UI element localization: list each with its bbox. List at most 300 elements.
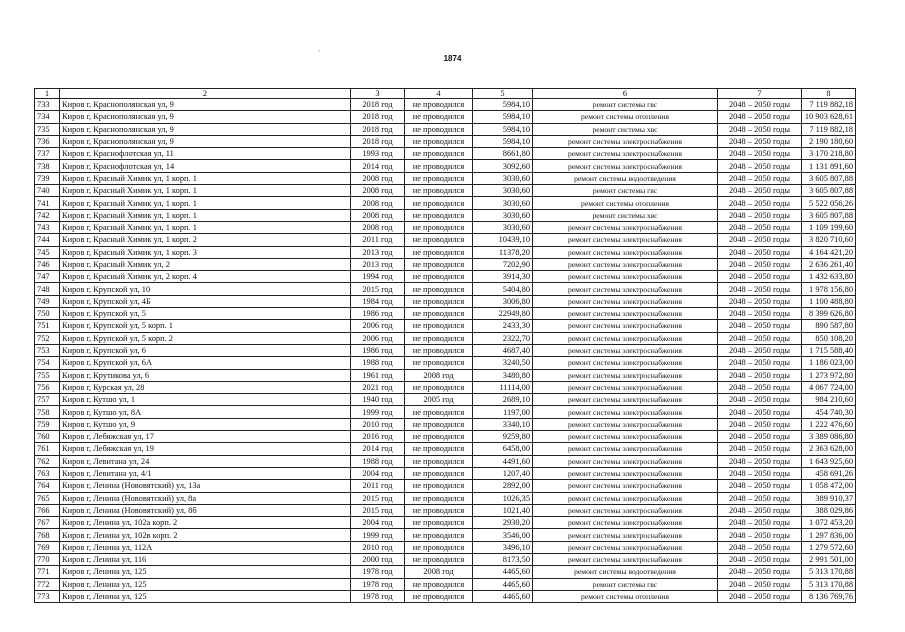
work-type-cell: ремонт системы электроснабжения (533, 369, 718, 381)
cost-cell: 5 313 170,88 (802, 578, 856, 590)
address-cell: Киров г, Крупской ул, 5 (60, 308, 351, 320)
column-header: 5 (473, 89, 533, 99)
table-row (35, 234, 856, 246)
table-row (35, 123, 856, 135)
last-repair-cell: не проводился (405, 578, 473, 590)
last-repair-cell: не проводился (405, 295, 473, 307)
row-number-cell: 767 (35, 517, 60, 529)
period-cell: 2048 – 2050 годы (718, 590, 802, 602)
period-cell: 2048 – 2050 годы (718, 332, 802, 344)
period-cell: 2048 – 2050 годы (718, 308, 802, 320)
row-number-cell: 757 (35, 394, 60, 406)
work-type-cell: ремонт системы электроснабжения (533, 541, 718, 553)
address-cell: Киров г, Крупской ул, 6А (60, 357, 351, 369)
last-repair-cell: не проводился (405, 258, 473, 270)
work-type-cell: ремонт системы отопления (533, 111, 718, 123)
table-row (35, 381, 856, 393)
row-number-cell: 756 (35, 381, 60, 393)
cost-cell: 3 170 218,80 (802, 148, 856, 160)
period-cell: 2048 – 2050 годы (718, 394, 802, 406)
year-built-cell: 2006 год (351, 332, 405, 344)
last-repair-cell: не проводился (405, 590, 473, 602)
row-number-cell: 760 (35, 431, 60, 443)
address-cell: Киров г, Лебяжская ул, 19 (60, 443, 351, 455)
work-type-cell: ремонт системы электроснабжения (533, 221, 718, 233)
column-header: 6 (533, 89, 718, 99)
area-cell: 8173,50 (473, 553, 533, 565)
row-number-cell: 745 (35, 246, 60, 258)
cost-cell: 3 605 807,88 (802, 209, 856, 221)
area-cell: 4687,40 (473, 344, 533, 356)
cost-cell: 4 067 724,00 (802, 381, 856, 393)
cost-cell: 8 136 769,76 (802, 590, 856, 602)
table-row (35, 308, 856, 320)
work-type-cell: ремонт системы электроснабжения (533, 553, 718, 565)
year-built-cell: 2000 год (351, 553, 405, 565)
repair-schedule-table (34, 88, 856, 603)
area-cell: 22949,80 (473, 308, 533, 320)
period-cell: 2048 – 2050 годы (718, 480, 802, 492)
area-cell: 1021,40 (473, 504, 533, 516)
table-row (35, 332, 856, 344)
table-row (35, 418, 856, 430)
period-cell: 2048 – 2050 годы (718, 541, 802, 553)
table-row (35, 246, 856, 258)
area-cell: 9259,80 (473, 431, 533, 443)
address-cell: Киров г, Краснополянская ул, 9 (60, 123, 351, 135)
address-cell: Киров г, Краснофлотская ул, 11 (60, 148, 351, 160)
address-cell: Киров г, Краснополянская ул, 9 (60, 135, 351, 147)
column-header: 1 (35, 89, 60, 99)
address-cell: Киров г, Кутшо ул, 1 (60, 394, 351, 406)
last-repair-cell: не проводился (405, 148, 473, 160)
row-number-cell: 742 (35, 209, 60, 221)
area-cell: 5984,10 (473, 99, 533, 111)
work-type-cell: ремонт системы электроснабжения (533, 406, 718, 418)
column-header: 8 (802, 89, 856, 99)
stray-mark: ¸ (318, 46, 320, 52)
row-number-cell: 752 (35, 332, 60, 344)
year-built-cell: 2011 год (351, 234, 405, 246)
address-cell: Киров г, Красный Химик ул, 1 корп. 1 (60, 197, 351, 209)
period-cell: 2048 – 2050 годы (718, 418, 802, 430)
table-row (35, 553, 856, 565)
area-cell: 3030,60 (473, 197, 533, 209)
table-row (35, 492, 856, 504)
year-built-cell: 1988 год (351, 455, 405, 467)
year-built-cell: 1961 год (351, 369, 405, 381)
work-type-cell: ремонт системы электроснабжения (533, 344, 718, 356)
work-type-cell: ремонт системы электроснабжения (533, 455, 718, 467)
work-type-cell: ремонт системы водоотведения (533, 172, 718, 184)
address-cell: Киров г, Ленина ул, 125 (60, 566, 351, 578)
last-repair-cell: не проводился (405, 246, 473, 258)
cost-cell: 1 222 476,60 (802, 418, 856, 430)
last-repair-cell: 2008 год (405, 369, 473, 381)
address-cell: Киров г, Ленина ул, 116 (60, 553, 351, 565)
period-cell: 2048 – 2050 годы (718, 160, 802, 172)
row-number-cell: 738 (35, 160, 60, 172)
area-cell: 3914,30 (473, 271, 533, 283)
work-type-cell: ремонт системы электроснабжения (533, 135, 718, 147)
work-type-cell: ремонт системы хвс (533, 123, 718, 135)
last-repair-cell: не проводился (405, 480, 473, 492)
table-row (35, 185, 856, 197)
area-cell: 3340,10 (473, 418, 533, 430)
period-cell: 2048 – 2050 годы (718, 197, 802, 209)
last-repair-cell: 2008 год (405, 566, 473, 578)
work-type-cell: ремонт системы электроснабжения (533, 480, 718, 492)
table-row (35, 172, 856, 184)
year-built-cell: 1986 год (351, 344, 405, 356)
year-built-cell: 2004 год (351, 517, 405, 529)
year-built-cell: 2004 год (351, 467, 405, 479)
last-repair-cell: не проводился (405, 332, 473, 344)
last-repair-cell: не проводился (405, 99, 473, 111)
area-cell: 3092,60 (473, 160, 533, 172)
period-cell: 2048 – 2050 годы (718, 148, 802, 160)
table-row (35, 467, 856, 479)
address-cell: Киров г, Крупской ул, 4Б (60, 295, 351, 307)
period-cell: 2048 – 2050 годы (718, 369, 802, 381)
table-row (35, 480, 856, 492)
table-row (35, 504, 856, 516)
area-cell: 5404,80 (473, 283, 533, 295)
address-cell: Киров г, Красный Химик ул, 1 корп. 3 (60, 246, 351, 258)
column-header: 3 (351, 89, 405, 99)
period-cell: 2048 – 2050 годы (718, 357, 802, 369)
area-cell: 1197,00 (473, 406, 533, 418)
table-row (35, 369, 856, 381)
cost-cell: 890 587,80 (802, 320, 856, 332)
cost-cell: 1 978 156,80 (802, 283, 856, 295)
cost-cell: 2 190 180,60 (802, 135, 856, 147)
work-type-cell: ремонт системы отопления (533, 590, 718, 602)
period-cell: 2048 – 2050 годы (718, 209, 802, 221)
column-header: 4 (405, 89, 473, 99)
address-cell: Киров г, Крупской ул, 5 корп. 1 (60, 320, 351, 332)
address-cell: Киров г, Крупской ул, 5 корп. 2 (60, 332, 351, 344)
cost-cell: 458 691,26 (802, 467, 856, 479)
address-cell: Киров г, Ленина ул, 102в корп. 2 (60, 529, 351, 541)
period-cell: 2048 – 2050 годы (718, 271, 802, 283)
table-row (35, 394, 856, 406)
area-cell: 3030,60 (473, 185, 533, 197)
row-number-cell: 744 (35, 234, 60, 246)
area-cell: 6458,00 (473, 443, 533, 455)
period-cell: 2048 – 2050 годы (718, 455, 802, 467)
row-number-cell: 741 (35, 197, 60, 209)
work-type-cell: ремонт системы гвс (533, 99, 718, 111)
year-built-cell: 2008 год (351, 209, 405, 221)
row-number-cell: 746 (35, 258, 60, 270)
row-number-cell: 753 (35, 344, 60, 356)
year-built-cell: 2008 год (351, 221, 405, 233)
year-built-cell: 2021 год (351, 381, 405, 393)
area-cell: 7202,90 (473, 258, 533, 270)
table-row (35, 344, 856, 356)
period-cell: 2048 – 2050 годы (718, 283, 802, 295)
address-cell: Киров г, Красный Химик ул, 1 корп. 1 (60, 185, 351, 197)
year-built-cell: 2008 год (351, 172, 405, 184)
last-repair-cell: не проводился (405, 320, 473, 332)
table-row (35, 357, 856, 369)
work-type-cell: ремонт системы электроснабжения (533, 271, 718, 283)
year-built-cell: 1978 год (351, 590, 405, 602)
work-type-cell: ремонт системы электроснабжения (533, 418, 718, 430)
address-cell: Киров г, Красный Химик ул, 1 корп. 1 (60, 221, 351, 233)
period-cell: 2048 – 2050 годы (718, 566, 802, 578)
area-cell: 10439,10 (473, 234, 533, 246)
work-type-cell: ремонт системы электроснабжения (533, 295, 718, 307)
cost-cell: 3 820 710,60 (802, 234, 856, 246)
area-cell: 3030,60 (473, 172, 533, 184)
year-built-cell: 2013 год (351, 258, 405, 270)
period-cell: 2048 – 2050 годы (718, 467, 802, 479)
table-row (35, 111, 856, 123)
cost-cell: 389 910,37 (802, 492, 856, 504)
cost-cell: 1 279 572,60 (802, 541, 856, 553)
row-number-cell: 735 (35, 123, 60, 135)
period-cell: 2048 – 2050 годы (718, 99, 802, 111)
work-type-cell: ремонт системы электроснабжения (533, 529, 718, 541)
work-type-cell: ремонт системы электроснабжения (533, 357, 718, 369)
work-type-cell: ремонт системы электроснабжения (533, 504, 718, 516)
cost-cell: 3 389 086,80 (802, 431, 856, 443)
cost-cell: 5 522 056,26 (802, 197, 856, 209)
address-cell: Киров г, Краснополянская ул, 9 (60, 99, 351, 111)
last-repair-cell: не проводился (405, 553, 473, 565)
cost-cell: 1 643 925,60 (802, 455, 856, 467)
last-repair-cell: не проводился (405, 443, 473, 455)
row-number-cell: 749 (35, 295, 60, 307)
period-cell: 2048 – 2050 годы (718, 320, 802, 332)
cost-cell: 1 715 588,40 (802, 344, 856, 356)
period-cell: 2048 – 2050 годы (718, 123, 802, 135)
last-repair-cell: не проводился (405, 406, 473, 418)
row-number-cell: 763 (35, 467, 60, 479)
cost-cell: 1 186 023,00 (802, 357, 856, 369)
row-number-cell: 750 (35, 308, 60, 320)
period-cell: 2048 – 2050 годы (718, 529, 802, 541)
last-repair-cell: не проводился (405, 160, 473, 172)
last-repair-cell: не проводился (405, 381, 473, 393)
area-cell: 4465,60 (473, 578, 533, 590)
year-built-cell: 2013 год (351, 246, 405, 258)
last-repair-cell: не проводился (405, 492, 473, 504)
year-built-cell: 1999 год (351, 529, 405, 541)
row-number-cell: 737 (35, 148, 60, 160)
last-repair-cell: не проводился (405, 185, 473, 197)
area-cell: 3546,00 (473, 529, 533, 541)
last-repair-cell: не проводился (405, 517, 473, 529)
last-repair-cell: не проводился (405, 455, 473, 467)
row-number-cell: 739 (35, 172, 60, 184)
area-cell: 4465,60 (473, 590, 533, 602)
year-built-cell: 2008 год (351, 185, 405, 197)
period-cell: 2048 – 2050 годы (718, 135, 802, 147)
table-row (35, 455, 856, 467)
work-type-cell: ремонт системы электроснабжения (533, 517, 718, 529)
work-type-cell: ремонт системы электроснабжения (533, 394, 718, 406)
table-row (35, 283, 856, 295)
last-repair-cell: не проводился (405, 111, 473, 123)
table-row (35, 578, 856, 590)
address-cell: Киров г, Красный Химик ул, 2 корп. 4 (60, 271, 351, 283)
last-repair-cell: не проводился (405, 221, 473, 233)
cost-cell: 3 605 807,88 (802, 172, 856, 184)
year-built-cell: 2014 год (351, 160, 405, 172)
area-cell: 1026,35 (473, 492, 533, 504)
table-row (35, 99, 856, 111)
work-type-cell: ремонт системы электроснабжения (533, 492, 718, 504)
row-number-cell: 762 (35, 455, 60, 467)
row-number-cell: 740 (35, 185, 60, 197)
address-cell: Киров г, Красный Химик ул, 1 корп. 1 (60, 172, 351, 184)
period-cell: 2048 – 2050 годы (718, 406, 802, 418)
period-cell: 2048 – 2050 годы (718, 578, 802, 590)
cost-cell: 1 109 199,60 (802, 221, 856, 233)
table-row (35, 258, 856, 270)
row-number-cell: 755 (35, 369, 60, 381)
period-cell: 2048 – 2050 годы (718, 258, 802, 270)
period-cell: 2048 – 2050 годы (718, 431, 802, 443)
cost-cell: 3 605 807,88 (802, 185, 856, 197)
period-cell: 2048 – 2050 годы (718, 172, 802, 184)
row-number-cell: 758 (35, 406, 60, 418)
work-type-cell: ремонт системы электроснабжения (533, 160, 718, 172)
area-cell: 3006,80 (473, 295, 533, 307)
area-cell: 1207,40 (473, 467, 533, 479)
address-cell: Киров г, Крупской ул, 10 (60, 283, 351, 295)
area-cell: 11378,20 (473, 246, 533, 258)
year-built-cell: 1994 год (351, 271, 405, 283)
row-number-cell: 770 (35, 553, 60, 565)
address-cell: Киров г, Ленина ул, 102а корп. 2 (60, 517, 351, 529)
row-number-cell: 751 (35, 320, 60, 332)
address-cell: Киров г, Ленина ул, 125 (60, 578, 351, 590)
column-header: 7 (718, 89, 802, 99)
area-cell: 2930,20 (473, 517, 533, 529)
area-cell: 4491,60 (473, 455, 533, 467)
address-cell: Киров г, Крутикова ул, 6 (60, 369, 351, 381)
area-cell: 5984,10 (473, 111, 533, 123)
table-row (35, 160, 856, 172)
area-cell: 3496,10 (473, 541, 533, 553)
work-type-cell: ремонт системы электроснабжения (533, 148, 718, 160)
table-row (35, 320, 856, 332)
year-built-cell: 2011 год (351, 480, 405, 492)
period-cell: 2048 – 2050 годы (718, 221, 802, 233)
cost-cell: 7 119 882,18 (802, 99, 856, 111)
last-repair-cell: не проводился (405, 431, 473, 443)
work-type-cell: ремонт системы электроснабжения (533, 431, 718, 443)
year-built-cell: 1978 год (351, 578, 405, 590)
year-built-cell: 2010 год (351, 541, 405, 553)
last-repair-cell: не проводился (405, 209, 473, 221)
year-built-cell: 2006 год (351, 320, 405, 332)
cost-cell: 984 210,60 (802, 394, 856, 406)
cost-cell: 850 108,20 (802, 332, 856, 344)
work-type-cell: ремонт системы электроснабжения (533, 234, 718, 246)
address-cell: Киров г, Курская ул, 28 (60, 381, 351, 393)
row-number-cell: 748 (35, 283, 60, 295)
address-cell: Киров г, Красный Химик ул, 2 (60, 258, 351, 270)
cost-cell: 2 363 628,00 (802, 443, 856, 455)
year-built-cell: 1993 год (351, 148, 405, 160)
year-built-cell: 2016 год (351, 431, 405, 443)
work-type-cell: ремонт системы электроснабжения (533, 246, 718, 258)
work-type-cell: ремонт системы электроснабжения (533, 283, 718, 295)
last-repair-cell: не проводился (405, 234, 473, 246)
row-number-cell: 765 (35, 492, 60, 504)
address-cell: Киров г, Ленина ул, 112А (60, 541, 351, 553)
table-row (35, 271, 856, 283)
cost-cell: 1 432 633,80 (802, 271, 856, 283)
period-cell: 2048 – 2050 годы (718, 185, 802, 197)
table-row (35, 590, 856, 602)
row-number-cell: 766 (35, 504, 60, 516)
last-repair-cell: не проводился (405, 529, 473, 541)
work-type-cell: ремонт системы электроснабжения (533, 308, 718, 320)
row-number-cell: 771 (35, 566, 60, 578)
year-built-cell: 2014 год (351, 443, 405, 455)
address-cell: Киров г, Ленина ул, 125 (60, 590, 351, 602)
work-type-cell: ремонт системы электроснабжения (533, 258, 718, 270)
area-cell: 5984,10 (473, 135, 533, 147)
year-built-cell: 2018 год (351, 99, 405, 111)
table-row (35, 135, 856, 147)
year-built-cell: 2008 год (351, 197, 405, 209)
table-row (35, 209, 856, 221)
work-type-cell: ремонт системы отопления (533, 197, 718, 209)
area-cell: 4465,60 (473, 566, 533, 578)
last-repair-cell: не проводился (405, 467, 473, 479)
work-type-cell: ремонт системы электроснабжения (533, 467, 718, 479)
row-number-cell: 736 (35, 135, 60, 147)
last-repair-cell: не проводился (405, 271, 473, 283)
last-repair-cell: не проводился (405, 123, 473, 135)
last-repair-cell: 2005 год (405, 394, 473, 406)
last-repair-cell: не проводился (405, 308, 473, 320)
cost-cell: 1 072 453,20 (802, 517, 856, 529)
row-number-cell: 768 (35, 529, 60, 541)
year-built-cell: 2015 год (351, 504, 405, 516)
table-row (35, 541, 856, 553)
cost-cell: 1 058 472,00 (802, 480, 856, 492)
column-header: 2 (60, 89, 351, 99)
area-cell: 11114,00 (473, 381, 533, 393)
row-number-cell: 773 (35, 590, 60, 602)
cost-cell: 1 297 836,00 (802, 529, 856, 541)
table-row (35, 566, 856, 578)
period-cell: 2048 – 2050 годы (718, 111, 802, 123)
period-cell: 2048 – 2050 годы (718, 246, 802, 258)
area-cell: 2322,70 (473, 332, 533, 344)
cost-cell: 1 273 972,80 (802, 369, 856, 381)
cost-cell: 1 131 891,60 (802, 160, 856, 172)
address-cell: Киров г, Кутшо ул, 9 (60, 418, 351, 430)
cost-cell: 10 903 628,61 (802, 111, 856, 123)
period-cell: 2048 – 2050 годы (718, 234, 802, 246)
last-repair-cell: не проводился (405, 283, 473, 295)
last-repair-cell: не проводился (405, 344, 473, 356)
area-cell: 3480,80 (473, 369, 533, 381)
last-repair-cell: не проводился (405, 504, 473, 516)
cost-cell: 2 636 261,40 (802, 258, 856, 270)
last-repair-cell: не проводился (405, 197, 473, 209)
period-cell: 2048 – 2050 годы (718, 295, 802, 307)
